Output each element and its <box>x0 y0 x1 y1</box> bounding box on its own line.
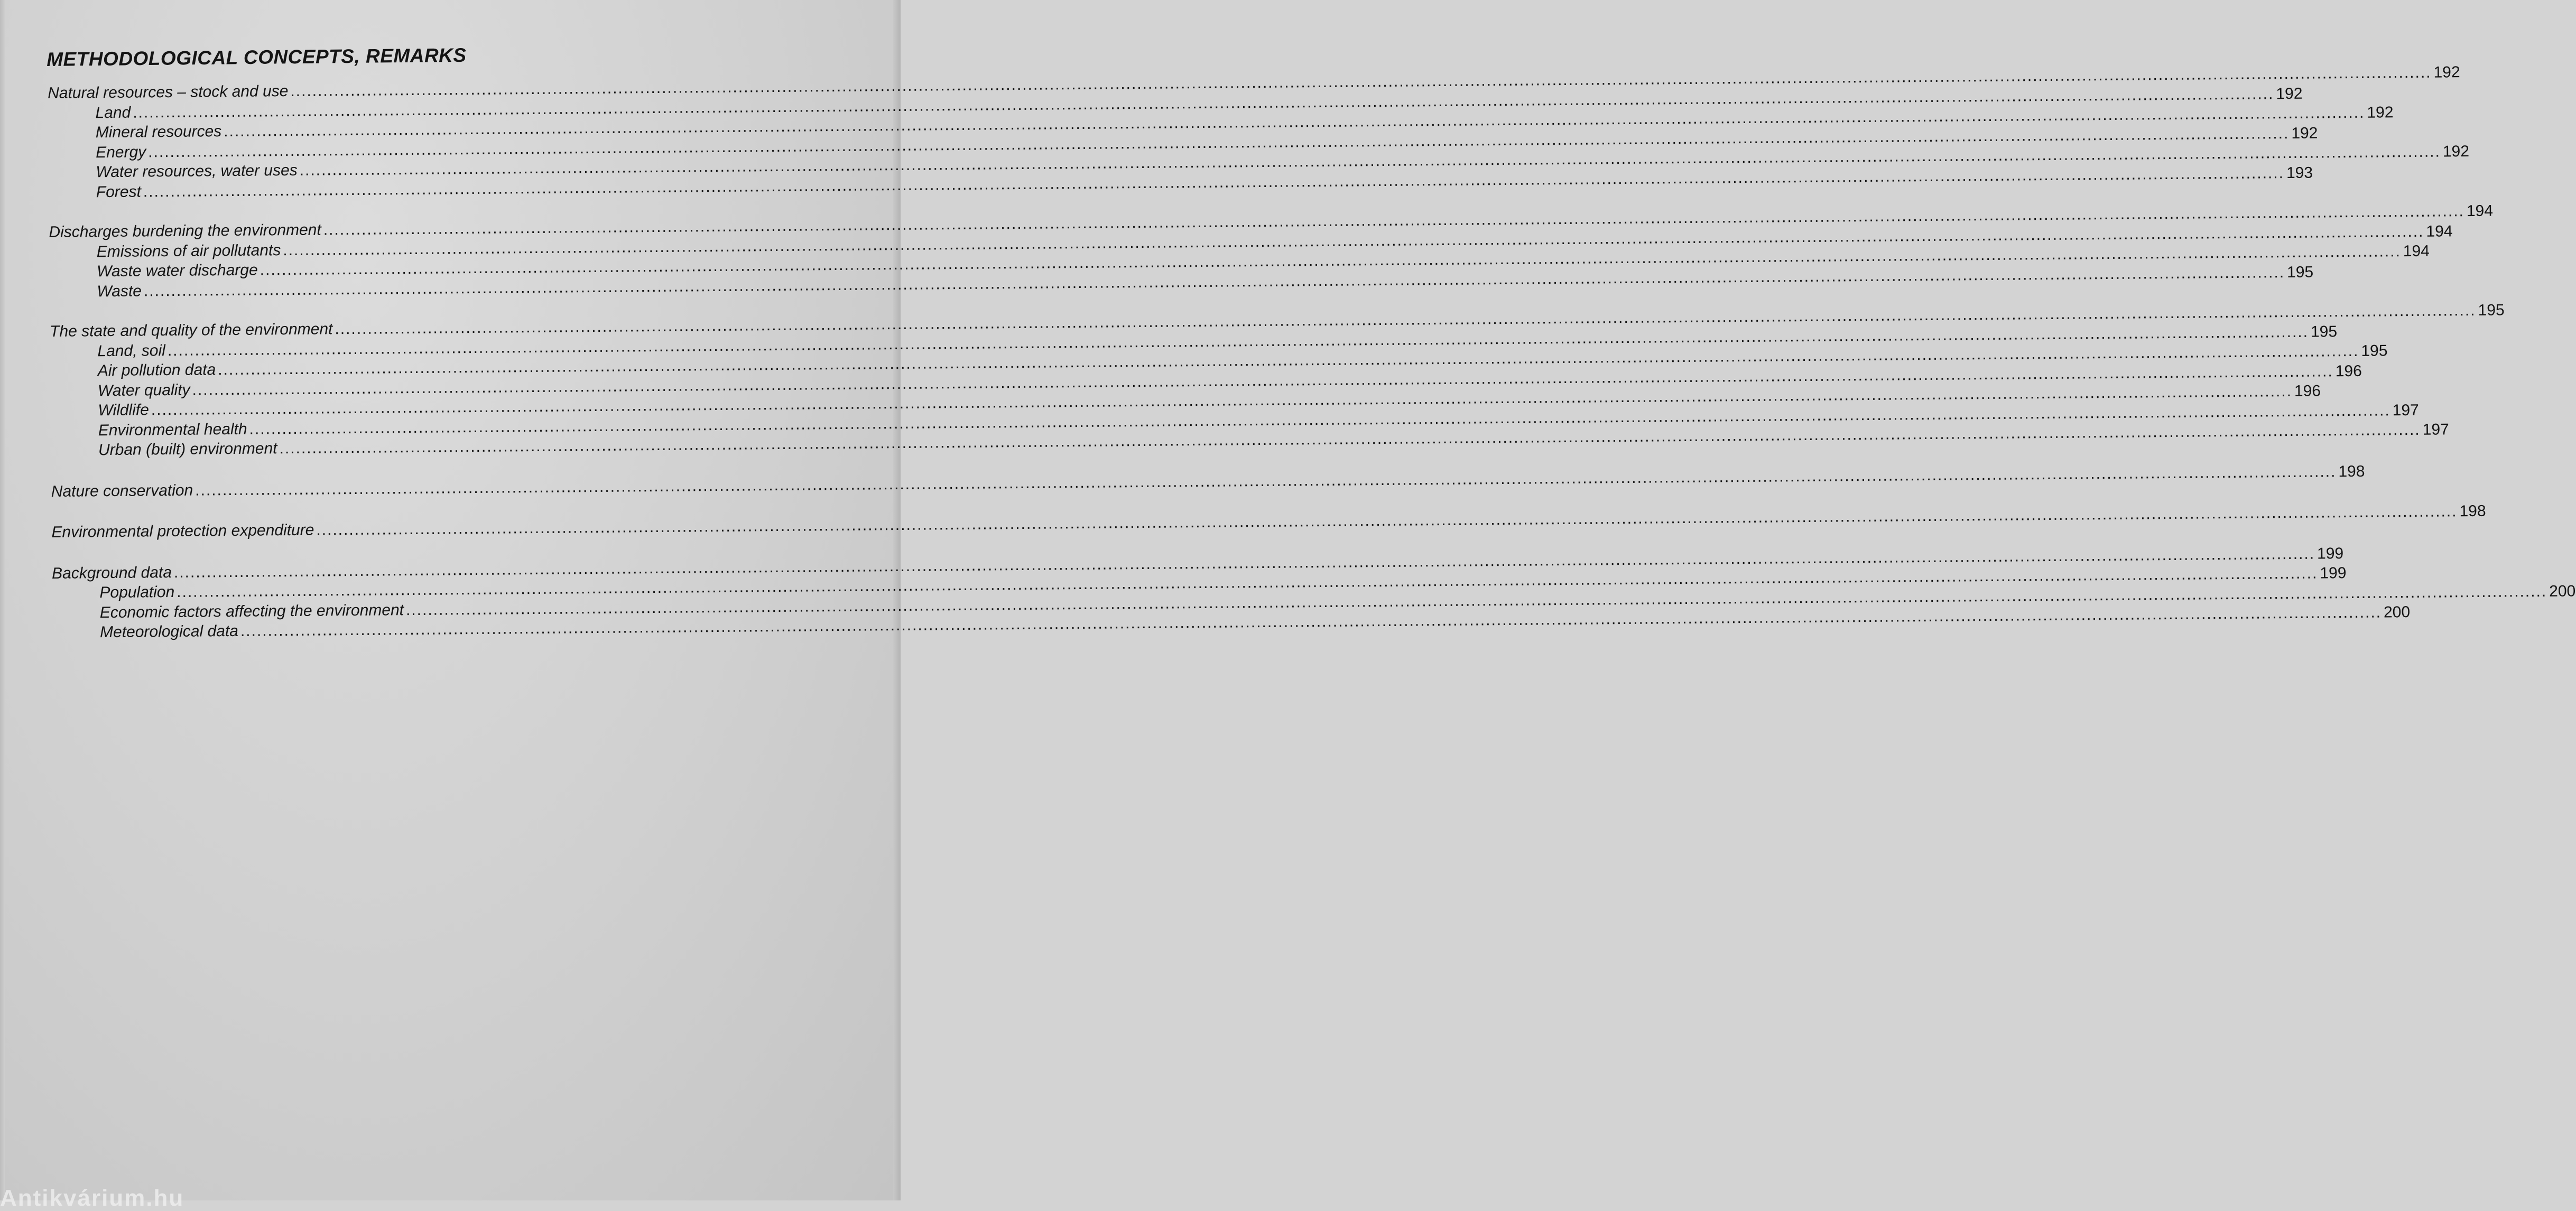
toc-item-label: Land <box>95 104 131 122</box>
page-left-edge <box>0 0 5 1200</box>
toc-item-label: Land, soil <box>97 341 165 360</box>
toc-item-label: Emissions of air pollutants <box>96 241 281 260</box>
toc-section-title: Discharges burdening the environment <box>49 221 321 241</box>
toc-section-title: The state and quality of the environment <box>49 320 333 340</box>
toc-page-number: 200 <box>2383 603 2411 621</box>
toc-item-label: Meteorological data <box>99 622 239 641</box>
toc-page-number: 195 <box>2286 263 2314 281</box>
toc-item-label: Mineral resources <box>95 123 222 142</box>
toc-section-title: Background data <box>51 563 172 582</box>
toc-page-number: 196 <box>2294 382 2321 400</box>
toc-item-label: Water quality <box>97 381 190 399</box>
toc-item-label: Environmental health <box>98 420 247 439</box>
toc-section-title: Natural resources – stock and use <box>48 82 289 102</box>
toc-item-label: Water resources, water uses <box>96 161 298 181</box>
toc-page-number: 192 <box>2433 63 2460 81</box>
toc-page-number: 193 <box>2286 164 2313 182</box>
toc-page-number: 194 <box>2426 222 2453 240</box>
toc-item-label: Urban (built) environment <box>98 440 277 459</box>
toc-item-label: Air pollution data <box>97 361 216 380</box>
toc-page-number: 195 <box>2478 301 2505 319</box>
page-title: METHODOLOGICAL CONCEPTS, REMARKS <box>47 44 467 70</box>
toc-item-label: Population <box>99 583 175 602</box>
toc-page-number: 199 <box>2316 544 2344 563</box>
toc-section-title: Environmental protection expenditure <box>51 521 314 541</box>
table-of-contents <box>48 63 2576 643</box>
toc-item-label: Wildlife <box>98 401 149 420</box>
toc-item-label: Economic factors affecting the environment <box>99 601 404 621</box>
toc-page-number: 197 <box>2392 401 2419 419</box>
toc-page-number: 199 <box>2320 564 2347 582</box>
toc-page-number: 192 <box>2276 85 2303 103</box>
watermark-logo: Antikvárium.hu <box>0 1185 184 1211</box>
toc-page-number: 200 <box>2549 582 2576 600</box>
toc-page-number: 194 <box>2466 202 2494 220</box>
toc-page-number: 195 <box>2310 322 2338 341</box>
toc-page-number: 192 <box>2291 124 2318 142</box>
toc-page-number: 194 <box>2403 242 2430 260</box>
toc-page-number: 192 <box>2442 143 2470 161</box>
toc-page-number: 197 <box>2422 421 2449 439</box>
toc-item-label: Waste water discharge <box>96 261 258 281</box>
toc-page-number: 198 <box>2338 462 2365 480</box>
toc-page-number: 195 <box>2361 342 2388 360</box>
toc-item-label: Waste <box>97 282 142 300</box>
toc-section-title: Nature conservation <box>51 481 193 500</box>
toc-page-number: 196 <box>2335 362 2362 380</box>
toc-item-label: Forest <box>96 182 141 201</box>
toc-page-number: 192 <box>2367 104 2394 122</box>
toc-item-label: Energy <box>95 143 146 161</box>
toc-page-number: 198 <box>2459 502 2486 520</box>
